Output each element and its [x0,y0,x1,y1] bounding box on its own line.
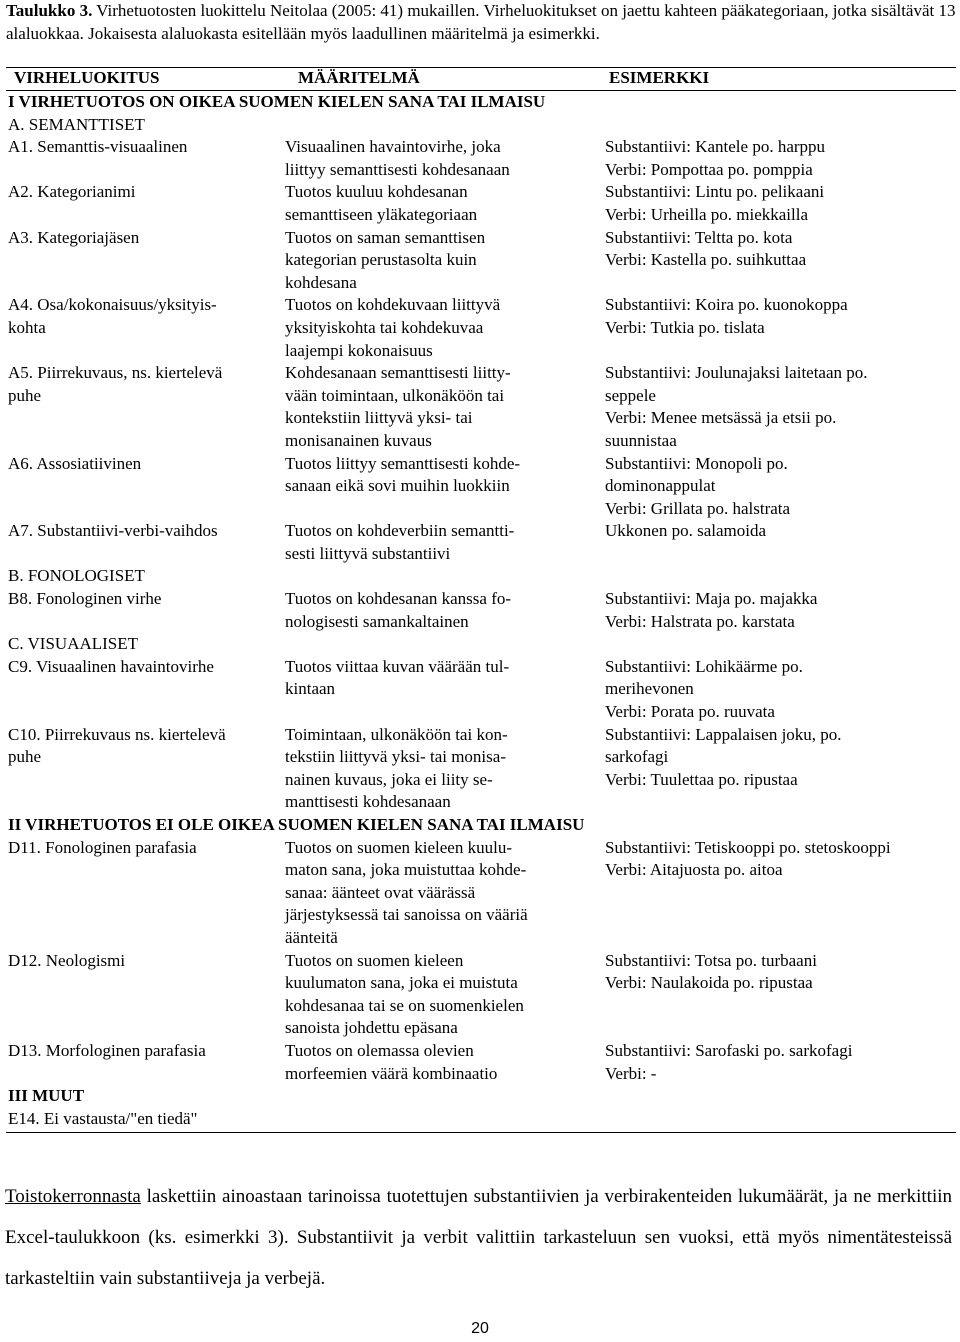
cell-line: A1. Semanttis-visuaalinen [8,137,188,157]
cell-line: Verbi: Tutkia po. tislata [605,317,765,337]
classification-cell [8,1040,285,1085]
cell-line: Tuotos on kohdekuvaan liittyvä [285,295,501,315]
cell-line: sarkofagi [605,747,669,767]
cell-line: Substantiivi: Kantele po. harppu [605,137,826,157]
subcategory-row [8,633,951,656]
table-row [8,950,951,1040]
cell-line: merihevonen [605,679,694,699]
cell-line: kohta [8,317,46,337]
caption-text: Virhetuotosten luokittelu Neitolaa (2005: 41) mukaillen. Virheluokitukset on jaettu kahteen pääkategoriaan, jotka sisältävät 13 alaluokkaa. Jokaisesta alaluokasta esitellään myös laadullinen määritelmä ja esimerkki. [6,1,956,43]
table-row [8,362,951,452]
cell-line: Verbi: Pompottaa po. pomppia [605,159,813,179]
cell-line: Tuotos liittyy semanttisesti kohde- [285,453,521,473]
cell-line: Substantiivi: Lintu po. pelikaani [605,182,825,202]
definition-cell [285,294,605,362]
definition-cell [285,181,605,226]
cell-line: Tuotos on saman semanttisen [285,227,486,247]
definition-cell [285,950,605,1040]
table-row [8,837,951,950]
main-category-heading: III MUUT [8,1086,85,1106]
cell-line: suunnistaa [605,430,677,450]
classification-cell [8,294,285,362]
example-cell [605,656,951,724]
cell-line: Substantiivi: Totsa po. turbaani [605,950,817,970]
table-row [8,181,951,226]
definition-cell [285,136,605,181]
cell-line: A2. Kategorianimi [8,182,136,202]
cell-line: Tuotos on suomen kieleen [285,950,464,970]
cell-line: Substantiivi: Joulunajaksi laitetaan po. [605,363,868,383]
cell-line: Kohdesanaan semanttisesti liitty- [285,363,511,383]
classification-cell [8,588,285,633]
subcategory-heading: A. SEMANTTISET [8,114,145,134]
definition-cell [285,1040,605,1085]
cell-line: järjestyksessä tai sanoissa on vääriä [285,905,528,925]
example-cell [605,1040,951,1085]
cell-line: semanttiseen yläkategoriaan [285,204,478,224]
classification-cell [8,136,285,181]
cell-line: Verbi: Grillata po. halstrata [605,498,791,518]
table-row [8,1040,951,1085]
table-row [8,520,951,565]
cell-line: kuulumaton sana, joka ei muistuta [285,973,518,993]
classification-cell [8,520,285,565]
main-category-heading: I VIRHETUOTOS ON OIKEA SUOMEN KIELEN SANA TAI ILMAISU [8,92,546,111]
table-bottom-rule [6,1132,956,1133]
cell-line: C10. Piirrekuvaus ns. kiertelevä [8,724,226,744]
cell-line: Substantiivi: Sarofaski po. sarkofagi [605,1040,853,1060]
caption-label: Taulukko 3. [6,1,93,20]
definition-cell [285,453,605,521]
cell-line: A5. Piirrekuvaus, ns. kiertelevä [8,363,223,383]
classification-cell [8,227,285,295]
classification-cell [8,950,285,1040]
cell-line: Substantiivi: Koira po. kuonokoppa [605,295,848,315]
definition-cell [285,656,605,724]
cell-line: Toimintaan, ulkonäköön tai kon- [285,724,508,744]
cell-line: A6. Assosiatiivinen [8,453,142,473]
main-category-row [8,814,951,837]
cell-line: Tuotos on olemassa olevien [285,1040,474,1060]
cell-line: Verbi: - [605,1063,657,1083]
example-cell [605,227,951,295]
table-row [8,136,951,181]
table-row [8,588,951,633]
header-col-example: ESIMERKKI [609,68,710,87]
header-col-definition: MÄÄRITELMÄ [298,68,420,87]
cell-line: morfeemien väärä kombinaatio [285,1063,498,1083]
cell-line: kategorian perustasolta kuin [285,250,477,270]
classification-table [8,91,951,1130]
table-row [8,453,951,521]
cell-line: Tuotos on kohdesanan kanssa fo- [285,589,512,609]
subcategory-row [8,114,951,137]
classification-cell [8,181,285,226]
example-cell [605,136,951,181]
subcategory-row [8,1108,951,1131]
definition-cell [285,520,605,565]
cell-line: D12. Neologismi [8,950,126,970]
cell-line: Substantiivi: Lohikäärme po. [605,656,803,676]
cell-line: vään toimintaan, ulkonäköön tai [285,385,505,405]
cell-line: nologisesti samankaltainen [285,611,469,631]
subcategory-heading: E14. Ei vastausta/"en tiedä" [8,1108,198,1128]
body-paragraph [5,1176,952,1299]
cell-line: kontekstiin liittyvä yksi- tai [285,408,473,428]
cell-line: Verbi: Urheilla po. miekkailla [605,204,808,224]
table-row [8,294,951,362]
cell-line: Verbi: Aitajuosta po. aitoa [605,860,783,880]
cell-line: Verbi: Naulakoida po. ripustaa [605,973,813,993]
table-row [8,656,951,724]
cell-line: manttisesti kohdesanaan [285,792,451,812]
cell-line: D13. Morfologinen parafasia [8,1040,206,1060]
cell-line: Ukkonen po. salamoida [605,521,766,541]
example-cell [605,294,951,362]
subcategory-heading: B. FONOLOGISET [8,566,145,586]
cell-line: nainen kuvaus, joka ei liity se- [285,769,493,789]
cell-line: äänteitä [285,927,338,947]
cell-line: Substantiivi: Monopoli po. [605,453,788,473]
cell-line: Tuotos on kohdeverbiin semantti- [285,521,515,541]
subcategory-heading: C. VISUAALISET [8,634,139,654]
classification-cell [8,362,285,452]
subcategory-row [8,565,951,588]
cell-line: sanaa: äänteet ovat väärässä [285,882,476,902]
cell-line: A7. Substantiivi-verbi-vaihdos [8,521,218,541]
cell-line: sanoista johdettu epäsana [285,1018,458,1038]
cell-line: liittyy semanttisesti kohdesanaan [285,159,510,179]
cell-line: Tuotos on suomen kieleen kuulu- [285,837,512,857]
classification-cell [8,453,285,521]
example-cell [605,588,951,633]
cell-line: Verbi: Halstrata po. karstata [605,611,795,631]
cell-line: Verbi: Porata po. ruuvata [605,702,775,722]
definition-cell [285,362,605,452]
paragraph-text: laskettiin ainoastaan tarinoissa tuotettujen substantiivien ja verbirakenteiden lukumäärät, ja ne merkittiin Excel-taulukkoon (ks. esimerkki 3). Substantiivit ja verbit valittiin tarkasteluun sen vuoksi, että myös nimentätesteissä tarkasteltiin vain substantiiveja ja verbejä. [5,1186,952,1289]
page-number: 20 [471,1320,489,1337]
cell-line: puhe [8,385,42,405]
cell-line: Substantiivi: Lappalaisen joku, po. [605,724,842,744]
main-category-heading: II VIRHETUOTOS EI OLE OIKEA SUOMEN KIELEN SANA TAI ILMAISU [8,815,585,834]
classification-cell [8,837,285,950]
cell-line: Verbi: Kastella po. suihkuttaa [605,250,807,270]
example-cell [605,453,951,521]
cell-line: A3. Kategoriajäsen [8,227,140,247]
example-cell [605,181,951,226]
cell-line: Visuaalinen havaintovirhe, joka [285,137,501,157]
classification-cell [8,724,285,814]
cell-line: maton sana, joka muistuttaa kohde- [285,860,527,880]
cell-line: D11. Fonologinen parafasia [8,837,197,857]
cell-line: Tuotos kuuluu kohdesanan [285,182,468,202]
table-row [8,724,951,814]
definition-cell [285,837,605,950]
cell-line: Substantiivi: Teltta po. kota [605,227,793,247]
classification-cell [8,656,285,724]
cell-line: sanaan eikä sovi muihin luokkiin [285,476,510,496]
cell-line: Substantiivi: Tetiskooppi po. stetoskooppi [605,837,891,857]
cell-line: Verbi: Tuulettaa po. ripustaa [605,769,798,789]
cell-line: monisanainen kuvaus [285,430,432,450]
cell-line: kohdesanaa tai se on suomenkielen [285,995,524,1015]
cell-line: A4. Osa/kokonaisuus/yksityis- [8,295,217,315]
cell-line: kintaan [285,679,336,699]
cell-line: kohdesana [285,272,357,292]
header-col-classification: VIRHELUOKITUS [14,68,160,87]
paragraph-underlined-word: Toistokerronnasta [5,1186,141,1207]
main-category-row [8,91,951,114]
table-row [8,227,951,295]
example-cell [605,837,951,950]
table-caption [6,0,956,45]
cell-line: seppele [605,385,656,405]
cell-line: dominonappulat [605,476,716,496]
cell-line: laajempi kokonaisuus [285,340,433,360]
definition-cell [285,227,605,295]
example-cell [605,362,951,452]
cell-line: Verbi: Menee metsässä ja etsii po. [605,408,837,428]
example-cell [605,950,951,1040]
cell-line: sesti liittyvä substantiivi [285,543,451,563]
definition-cell [285,588,605,633]
definition-cell [285,724,605,814]
cell-line: B8. Fonologinen virhe [8,589,162,609]
cell-line: C9. Visuaalinen havaintovirhe [8,656,214,676]
cell-line: tekstiin liittyvä yksi- tai monisa- [285,747,506,767]
cell-line: Tuotos viittaa kuvan väärään tul- [285,656,510,676]
main-category-row [8,1085,951,1108]
cell-line: yksityiskohta tai kohdekuvaa [285,317,484,337]
cell-line: puhe [8,747,42,767]
example-cell [605,520,951,565]
example-cell [605,724,951,814]
cell-line: Substantiivi: Maja po. majakka [605,589,818,609]
